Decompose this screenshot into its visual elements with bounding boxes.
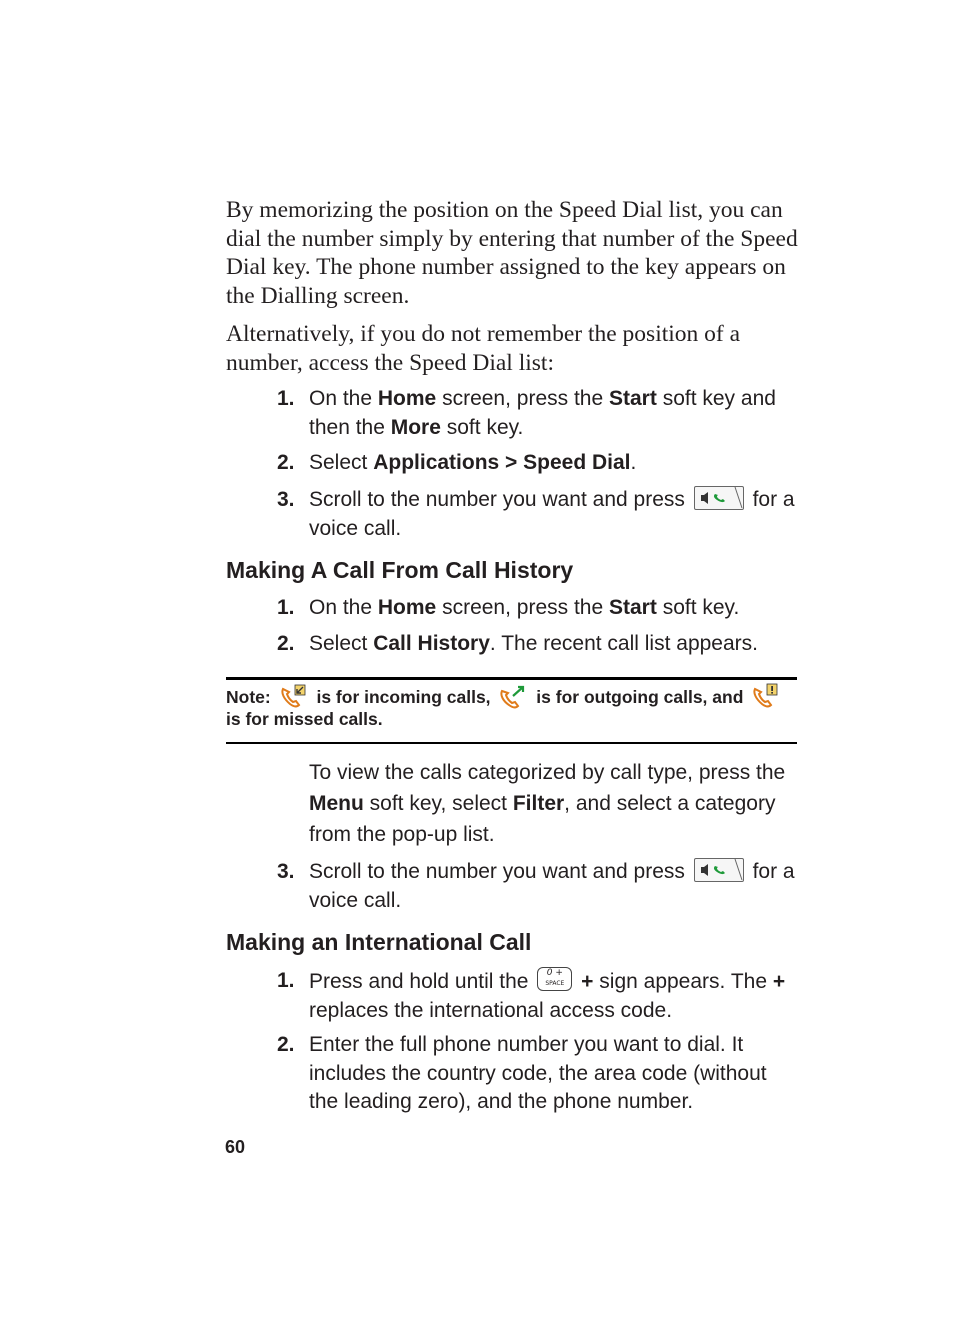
step-text: soft key, select bbox=[363, 792, 513, 815]
zero-key-top: 0 + bbox=[546, 968, 563, 978]
step-text: Scroll to the number you want and press bbox=[309, 860, 685, 883]
note-incoming-text: is for incoming calls, bbox=[316, 687, 491, 707]
step-text: Select bbox=[309, 632, 374, 655]
step-text: screen, press the bbox=[436, 596, 609, 619]
step-number: 2. bbox=[277, 632, 295, 655]
step-text: sign appears. The bbox=[599, 970, 768, 993]
step-text: for a voice call. bbox=[309, 860, 795, 912]
note-box bbox=[226, 683, 794, 730]
step-text: replaces the international access code. bbox=[309, 998, 673, 1022]
step-text: soft key. bbox=[656, 596, 740, 619]
page-number: 60 bbox=[225, 1137, 246, 1157]
speed-dial-step-3 bbox=[277, 486, 797, 543]
send-key-icon bbox=[694, 858, 744, 882]
zero-key-bottom: SPACE bbox=[545, 980, 565, 987]
step-text: Select bbox=[309, 451, 374, 474]
step-text: . bbox=[630, 451, 637, 474]
call-history-step-3 bbox=[277, 858, 797, 915]
step-text: To view the calls categorized by call type, press the bbox=[309, 761, 786, 784]
incoming-call-icon bbox=[280, 683, 308, 709]
filter-paragraph bbox=[277, 757, 797, 850]
note-bottom-rule bbox=[226, 742, 797, 744]
section-heading-call-history: Making A Call From Call History bbox=[226, 557, 574, 583]
step-text: Scroll to the number you want and press bbox=[309, 488, 685, 511]
call-history-step-1 bbox=[277, 594, 797, 623]
start-label: Start bbox=[609, 387, 657, 410]
step-number: 2. bbox=[277, 1033, 295, 1056]
speed-dial-step-2 bbox=[277, 449, 797, 478]
step-text: soft key and then the bbox=[309, 387, 776, 439]
section-heading-international: Making an International Call bbox=[226, 929, 532, 955]
speed-dial-step-1 bbox=[277, 385, 797, 442]
step-text: On the bbox=[309, 596, 378, 619]
home-label: Home bbox=[377, 387, 437, 410]
plus-sign: + bbox=[772, 970, 786, 993]
step-text: screen, press the bbox=[436, 387, 609, 410]
intro-paragraph-1: By memorizing the position on the Speed Dial list, you can dial the number simply by entering that number of the Speed Dial key. The phone number assigned to the key appears on the Dialling screen. bbox=[226, 197, 798, 309]
step-number: 1. bbox=[277, 596, 295, 619]
step-text: Enter the full phone number you want to dial. It includes the country code, the area code (without the leading zero), and the phone number. bbox=[309, 1033, 767, 1113]
step-text: soft key. bbox=[440, 415, 524, 439]
step-text: . The recent call list appears. bbox=[489, 632, 758, 655]
step-number: 2. bbox=[277, 451, 295, 474]
note-top-rule bbox=[226, 677, 797, 680]
step-number: 1. bbox=[277, 969, 295, 992]
filter-label: Filter bbox=[512, 792, 565, 815]
note-missed-text: is for missed calls. bbox=[226, 709, 383, 729]
step-number: 3. bbox=[277, 488, 295, 511]
start-label: Start bbox=[609, 596, 657, 619]
call-history-label: Call History bbox=[373, 632, 490, 655]
zero-space-key-icon bbox=[537, 967, 572, 991]
note-outgoing-text: is for outgoing calls, and bbox=[536, 687, 744, 707]
intro-paragraph-2: Alternatively, if you do not remember the position of a number, access the Speed Dial list: bbox=[226, 321, 741, 376]
step-text: On the bbox=[309, 387, 378, 410]
step-number: 3. bbox=[277, 860, 295, 883]
menu-label: Menu bbox=[309, 792, 364, 815]
home-label: Home bbox=[377, 596, 437, 619]
more-label: More bbox=[390, 415, 441, 439]
note-label: Note: bbox=[226, 687, 271, 707]
applications-speed-dial-label: Applications > Speed Dial bbox=[373, 451, 631, 474]
missed-call-icon bbox=[752, 683, 780, 709]
send-key-icon bbox=[694, 486, 744, 510]
international-step-1 bbox=[277, 967, 797, 1025]
call-history-step-2 bbox=[277, 630, 797, 659]
step-text: for a voice call. bbox=[309, 488, 795, 540]
plus-sign: + bbox=[581, 970, 594, 993]
step-text: , and select a category from the pop-up list. bbox=[309, 792, 776, 846]
international-step-2 bbox=[277, 1031, 797, 1117]
outgoing-call-icon bbox=[499, 683, 527, 709]
step-number: 1. bbox=[277, 387, 295, 410]
step-text: Press and hold until the bbox=[309, 970, 529, 993]
